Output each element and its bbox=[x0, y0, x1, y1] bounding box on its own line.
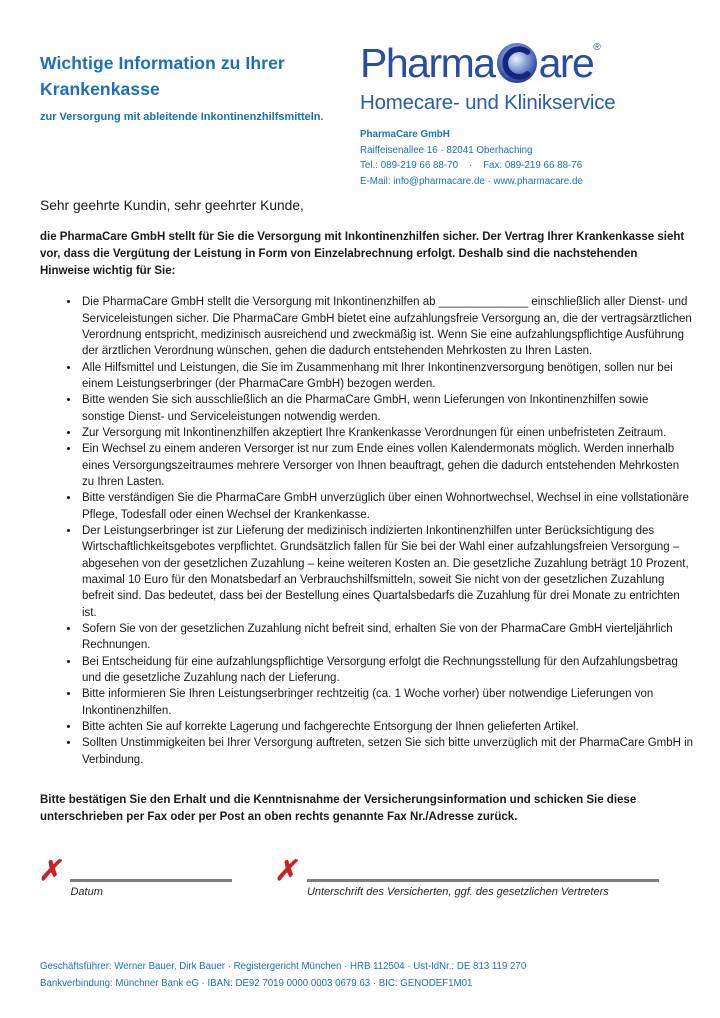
date-line bbox=[70, 879, 232, 882]
closing-paragraph: Bitte bestätigen Sie den Erhalt und die Kenntnisnahme der Versicherungsinformation und schicken Sie diese unterschrieben per Fax oder per Post an oben rechts genannte Fax Nr./Adresse zurück. bbox=[40, 793, 637, 824]
signature-line bbox=[307, 879, 659, 882]
pharmacare-sphere-icon bbox=[496, 42, 538, 84]
page-subtitle: zur Versorgung mit ableitende Inkontinenzhilfsmitteln. bbox=[40, 110, 324, 123]
header bbox=[40, 39, 682, 190]
list-item: • Bitte wenden Sie sich ausschließlich an die PharmaCare GmbH, wenn Lieferungen von Inkontinenzhilfen sowie sonstige Dienst- und Serviceleistungen notwendig werden. bbox=[80, 392, 694, 425]
registered-trademark: ® bbox=[593, 42, 601, 53]
date-label: Datum bbox=[70, 886, 103, 899]
logo-text-part1: Pharma bbox=[360, 39, 495, 86]
logo-text-part2: are bbox=[538, 39, 594, 86]
footer-management-line: Geschäftsführer: Werner Bauer, Dirk Bauer · Registergericht München · HRB 112504 · Ust-IdNr.: DE 813 119 270 bbox=[40, 961, 527, 972]
company-block bbox=[360, 39, 682, 190]
logo-tagline: Homecare- und Klinikservice bbox=[360, 91, 616, 114]
x-mark-icon: ✗ bbox=[273, 855, 303, 887]
footer-bank-line: Bankverbindung: Münchner Bank eG · IBAN: DE92 7019 0000 0003 0679 63 · BIC: GENODEF1M01 bbox=[40, 977, 473, 989]
pharmacare-logo bbox=[360, 39, 682, 86]
info-bullet-list bbox=[40, 294, 694, 768]
contact-phone-fax: Tel.: 089-219 66 88-70 · Fax: 089-219 66 88-76 bbox=[360, 160, 583, 172]
footer bbox=[40, 959, 526, 993]
list-item: • Ein Wechsel zu einem anderen Versorger ist nur zum Ende eines vollen Kalendermonats möglich. Werden innerhalb eines Versorgungszeitraumes mehrere Versorger von Ihnen beauftragt, gehen die dadurch entstehenden Mehrkosten zu Ihren Lasten. bbox=[80, 441, 694, 490]
date-signature-field bbox=[37, 855, 232, 899]
contact-email-web: E-Mail: info@pharmacare.de · www.pharmacare.de bbox=[360, 176, 583, 188]
salutation: Sehr geehrte Kundin, sehr geehrter Kunde, bbox=[40, 197, 304, 213]
signature-section bbox=[37, 855, 682, 899]
insured-signature-field bbox=[273, 855, 658, 899]
list-item: • Bitte achten Sie auf korrekte Lagerung und fachgerechte Entsorgung der Ihnen gelieferten Artikel. bbox=[80, 719, 694, 735]
list-item: • Bei Entscheidung für eine aufzahlungspflichtige Versorgung erfolgt die Rechnungsstellung für den Aufzahlungsbetrag und die gesetzliche Zuzahlung nach der Lieferung. bbox=[80, 654, 694, 687]
contact-block bbox=[360, 127, 682, 190]
contact-company: PharmaCare GmbH bbox=[360, 129, 450, 140]
contact-address: Raiffeisenallee 16 · 82041 Oberhaching bbox=[360, 144, 533, 156]
list-item: • Die PharmaCare GmbH stellt die Versorgung mit Inkontinenzhilfen ab ______________ einschließlich aller Dienst- und Serviceleistungen sicher. Die PharmaCare GmbH bietet eine aufzahlungsfreie Versorgung an, die der vertragsärztlichen Verordnung entspricht, medizinisch ausreichend und zweckmäßig ist. Wenn Sie eine aufzahlungspflichtige Ausführung der ärztlichen Verordnung wünschen, gehen die dadurch entstehenden Mehrkosten zu Ihren Lasten. bbox=[80, 294, 694, 359]
signature-label: Unterschrift des Versicherten, ggf. des gesetzlichen Vertreters bbox=[306, 886, 609, 899]
list-item: • Sollten Unstimmigkeiten bei Ihrer Versorgung auftreten, setzen Sie sich bitte unverzüglich mit der PharmaCare GmbH in Verbindung. bbox=[80, 735, 694, 768]
page-title: Wichtige Information zu Ihrer Krankenkasse bbox=[40, 53, 285, 100]
list-item: • Zur Versorgung mit Inkontinenzhilfen akzeptiert Ihre Krankenkasse Verordnungen für einen unbefristeten Zeitraum. bbox=[80, 425, 694, 441]
list-item: • Bitte verständigen Sie die PharmaCare GmbH unverzüglich über einen Wohnortwechsel, Wechsel in eine vollstationäre Pflege, Todesfall oder einen Wechsel der Krankenkasse. bbox=[80, 490, 694, 523]
list-item: • Der Leistungserbringer ist zur Lieferung der medizinisch indizierten Inkontinenzhilfen unter Berücksichtigung des Wirtschaftlichkeitsgebotes verpflichtet. Grundsätzlich fallen für Sie bei der Wahl einer aufzahlungsfreien Versorgung – abgesehen von der gesetzlichen Zuzahlung – keine weiteren Kosten an. Die gesetzliche Zuzahlung beträgt 10 Prozent, maximal 10 Euro für den Monatsbedarf an Verbrauchshilfsmitteln, soweit Sie nicht von der gesetzlichen Zuzahlung befreit sind. Das bedeutet, dass bei der Bestellung eines Quartalsbedarfs die Zuzahlung für drei Monate zu entrichten ist. bbox=[80, 523, 694, 621]
list-item: • Alle Hilfsmittel und Leistungen, die Sie im Zusammenhang mit Ihrer Inkontinenzversorgung benötigen, sollen nur bei einem Leistungserbringer (der PharmaCare GmbH) bezogen werden. bbox=[80, 360, 694, 393]
header-title-block bbox=[40, 42, 340, 123]
intro-paragraph: die PharmaCare GmbH stellt für Sie die Versorgung mit Inkontinenzhilfen sicher. Der Vertrag Ihrer Krankenkasse sieht vor, dass die Vergütung der Leistung in Form von Einzelabrechnung erfolgt. Deshalb sind die nachstehenden Hinweise wichtig für Sie: bbox=[40, 230, 685, 278]
list-item: • Bitte informieren Sie Ihren Leistungserbringer rechtzeitig (ca. 1 Woche vorher) über notwendige Lieferungen von Inkontinenzhilfen. bbox=[80, 686, 694, 719]
x-mark-icon: ✗ bbox=[37, 855, 67, 887]
list-item: • Sofern Sie von der gesetzlichen Zuzahlung nicht befreit sind, erhalten Sie von der PharmaCare GmbH vierteljährlich Rechnungen. bbox=[80, 621, 694, 654]
